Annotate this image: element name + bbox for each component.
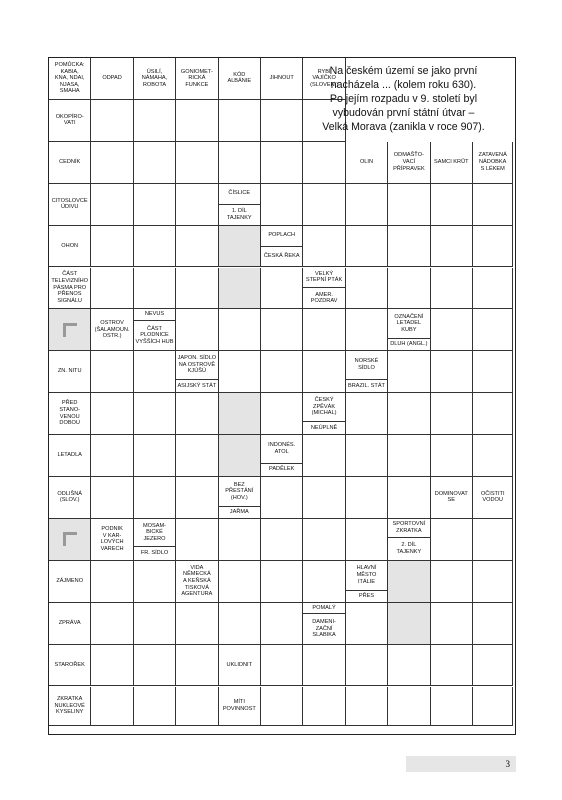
answer-cell <box>473 603 513 645</box>
answer-cell <box>134 226 176 268</box>
clue-cell: PADĚLEK <box>261 464 303 477</box>
answer-cell <box>219 142 261 184</box>
answer-cell <box>91 645 133 687</box>
answer-cell <box>303 142 345 184</box>
clue-cell: SAMCI KRŮT <box>431 142 473 184</box>
answer-cell <box>134 561 176 603</box>
photo-placeholder <box>49 309 91 351</box>
answer-cell <box>388 477 430 519</box>
answer-cell <box>346 687 388 727</box>
page-number: 3 <box>505 759 510 769</box>
clue-cell: VELKÝ STEPNÍ PTÁK <box>303 268 345 289</box>
answer-cell <box>219 603 261 645</box>
answer-cell <box>261 268 303 310</box>
answer-cell <box>431 226 473 268</box>
answer-cell <box>91 435 133 477</box>
intro-line: Na českém území se jako první <box>329 64 478 77</box>
answer-cell <box>473 561 513 603</box>
answer-cell <box>134 603 176 645</box>
clue-cell: RYBÍ VAJÍČKO (SLOVEN.) <box>303 58 345 100</box>
answer-cell <box>219 226 261 268</box>
clue-cell: LETADLA <box>49 435 91 477</box>
answer-cell <box>346 477 388 519</box>
answer-cell <box>431 268 473 310</box>
answer-cell <box>176 435 218 477</box>
answer-cell <box>176 226 218 268</box>
clue-cell: NEVUS <box>134 309 176 321</box>
answer-cell <box>388 226 430 268</box>
answer-cell <box>176 309 218 351</box>
answer-cell <box>431 687 473 727</box>
answer-cell <box>431 393 473 435</box>
clue-cell: OLIN <box>346 142 388 184</box>
answer-cell <box>91 351 133 393</box>
clue-cell: OZNAČENÍ LETADEL KUBY <box>388 309 430 338</box>
answer-cell <box>473 184 513 226</box>
answer-cell <box>219 561 261 603</box>
answer-cell <box>346 435 388 477</box>
answer-cell <box>261 561 303 603</box>
answer-cell <box>431 435 473 477</box>
answer-cell <box>388 351 430 393</box>
answer-cell <box>388 268 430 310</box>
answer-cell <box>473 309 513 351</box>
answer-cell <box>134 435 176 477</box>
clue-cell: ÚSILÍ, NÁMAHA, ROBOTA <box>134 58 176 100</box>
answer-cell <box>219 309 261 351</box>
clue-cell: ZÁJMENO <box>49 561 91 603</box>
answer-cell <box>134 393 176 435</box>
answer-cell <box>303 561 345 603</box>
clue-cell: ZATAVENÁ NÁDOBKA S LÉKEM <box>473 142 513 184</box>
clue-cell: MOSAM- BICKÉ JEZERO <box>134 519 176 547</box>
clue-cell: OSTROV (ŠALAMOUN. OSTR.) <box>91 309 133 351</box>
answer-cell <box>91 268 133 310</box>
answer-cell <box>219 100 261 142</box>
clue-cell: ČÍSLICE <box>219 184 261 205</box>
answer-cell <box>303 226 345 268</box>
answer-cell <box>176 184 218 226</box>
answer-cell <box>431 519 473 561</box>
answer-cell <box>303 477 345 519</box>
crossword-grid <box>48 57 516 735</box>
answer-cell <box>91 393 133 435</box>
image-marker-icon <box>63 323 77 337</box>
answer-cell <box>388 645 430 687</box>
answer-cell <box>346 184 388 226</box>
answer-cell <box>346 268 388 310</box>
clue-cell: POMALÝ <box>303 603 345 615</box>
clue-cell: ZPRÁVA <box>49 603 91 645</box>
answer-cell <box>261 351 303 393</box>
clue-cell: OHON <box>49 226 91 268</box>
answer-cell <box>91 561 133 603</box>
clue-cell: ČÁST PLODNICE VYŠŠÍCH HUB <box>134 321 176 351</box>
clue-cell: VIDA NĚMECKÁ A KEŇSKÁ TISKOVÁ AGENTURA <box>176 561 218 603</box>
photo-placeholder <box>49 519 91 561</box>
clue-cell: SPORTOVNÍ ZKRATKA <box>388 519 430 538</box>
answer-cell <box>431 184 473 226</box>
answer-cell <box>261 603 303 645</box>
answer-cell <box>91 687 133 727</box>
clue-cell: ČESKÁ ŘEKA <box>261 247 303 268</box>
answer-cell <box>303 645 345 687</box>
clue-cell: JAPON. SÍDLO NA OSTROVĚ KJÚŠÚ <box>176 351 218 379</box>
clue-cell: KÓD ALBÁNIE <box>219 58 261 100</box>
answer-cell <box>176 477 218 519</box>
clue-cell: BEZ PŘESTÁNÍ (HOV.) <box>219 477 261 507</box>
answer-cell <box>388 561 430 603</box>
answer-cell <box>346 603 388 645</box>
answer-cell <box>91 226 133 268</box>
clue-cell: POPLACH <box>261 226 303 247</box>
answer-cell <box>261 645 303 687</box>
clue-cell: PŘED STANO- VENOU DOBOU <box>49 393 91 435</box>
answer-cell <box>134 645 176 687</box>
image-marker-icon <box>63 532 77 546</box>
clue-cell: 2. DÍL TAJENKY <box>388 538 430 561</box>
answer-cell <box>176 100 218 142</box>
intro-line: nacházela ... (kolem roku 630). <box>330 78 477 91</box>
answer-cell <box>134 687 176 727</box>
clue-cell: ZKRATKA NUKLEOVÉ KYSELINY <box>49 687 91 727</box>
answer-cell <box>261 477 303 519</box>
intro-text <box>293 60 514 138</box>
clue-cell: PODNIK V KAR- LOVÝCH VARECH <box>91 519 133 561</box>
clue-cell: GONIOMET- RICKÁ FUNKCE <box>176 58 218 100</box>
answer-cell <box>473 687 513 727</box>
answer-cell <box>346 519 388 561</box>
answer-cell <box>134 351 176 393</box>
answer-cell <box>431 603 473 645</box>
clue-cell: ČÁST TELEVIZNÍHO PÁSMA PRO PŘENOS SIGNÁLU <box>49 268 91 310</box>
answer-cell <box>303 687 345 727</box>
clue-cell: CITOSLOVCE ÚDIVU <box>49 184 91 226</box>
clue-cell: JIHNOUT <box>261 58 303 100</box>
clue-cell: CEDNÍK <box>49 142 91 184</box>
clue-cell: BRAZIL. STÁT <box>346 380 388 393</box>
answer-cell <box>91 477 133 519</box>
answer-cell <box>261 393 303 435</box>
clue-cell: MÍTI POVINNOST <box>219 687 261 727</box>
intro-line: Velká Morava (zanikla v roce 907). <box>322 121 485 134</box>
answer-cell <box>176 142 218 184</box>
answer-cell <box>219 519 261 561</box>
answer-cell <box>388 435 430 477</box>
clue-cell: NEÚPLNĚ <box>303 422 345 435</box>
answer-cell <box>91 100 133 142</box>
clue-cell: NORSKÉ SÍDLO <box>346 351 388 379</box>
answer-cell <box>473 519 513 561</box>
answer-cell <box>261 184 303 226</box>
clue-cell: HLAVNÍ MĚSTO ITÁLIE <box>346 561 388 591</box>
answer-cell <box>176 393 218 435</box>
answer-cell <box>261 519 303 561</box>
intro-line: Po jejím rozpadu v 9. století byl <box>329 92 478 105</box>
clue-cell: ODMAŠŤO- VACÍ PŘÍPRAVEK <box>388 142 430 184</box>
answer-cell <box>303 309 345 351</box>
answer-cell <box>431 309 473 351</box>
answer-cell <box>388 184 430 226</box>
clue-cell: ASIJSKÝ STÁT <box>176 380 218 393</box>
clue-cell: AMER. POZDRAV <box>303 288 345 309</box>
answer-cell <box>134 100 176 142</box>
answer-cell <box>219 393 261 435</box>
clue-cell: STAROŘEK <box>49 645 91 687</box>
answer-cell <box>91 603 133 645</box>
page-number-box <box>406 756 516 772</box>
answer-cell <box>91 184 133 226</box>
answer-cell <box>176 645 218 687</box>
answer-cell <box>388 393 430 435</box>
clue-cell: ZN. NITU <box>49 351 91 393</box>
clue-cell: DAMENI- ZAČNÍ SLABIKA <box>303 614 345 644</box>
answer-cell <box>346 393 388 435</box>
clue-cell: ODLIŠNÁ (SLOV.) <box>49 477 91 519</box>
answer-cell <box>219 351 261 393</box>
answer-cell <box>473 268 513 310</box>
clue-cell: UKLIDNIT <box>219 645 261 687</box>
answer-cell <box>473 226 513 268</box>
answer-cell <box>303 519 345 561</box>
clue-cell: ČESKÝ ZPĚVÁK (MICHAL) <box>303 393 345 421</box>
answer-cell <box>303 184 345 226</box>
clue-cell: DLUH (ANGL.) <box>388 339 430 352</box>
answer-cell <box>134 142 176 184</box>
answer-cell <box>176 268 218 310</box>
clue-cell: POMŮCKA: KABIA, KNA, NDAI, NJASA, SMAHA <box>49 58 91 100</box>
answer-cell <box>431 351 473 393</box>
clue-cell: PŘES <box>346 591 388 603</box>
clue-cell: OKOPÍRO- VATI <box>49 100 91 142</box>
answer-cell <box>431 645 473 687</box>
clue-cell: 1. DÍL TAJENKY <box>219 205 261 226</box>
clue-cell: INDONÉS. ATOL <box>261 435 303 463</box>
answer-cell <box>388 687 430 727</box>
answer-cell <box>473 435 513 477</box>
answer-cell <box>219 435 261 477</box>
clue-cell: JAŘMA <box>219 507 261 519</box>
answer-cell <box>219 268 261 310</box>
clue-cell: OČISTITI VODOU <box>473 477 513 519</box>
clue-cell: FR. SÍDLO <box>134 547 176 560</box>
clue-cell: DOMINOVAT SE <box>431 477 473 519</box>
answer-cell <box>176 603 218 645</box>
answer-cell <box>134 184 176 226</box>
answer-cell <box>303 351 345 393</box>
clue-cell: ODPAD <box>91 58 133 100</box>
answer-cell <box>388 603 430 645</box>
answer-cell <box>346 226 388 268</box>
answer-cell <box>473 645 513 687</box>
answer-cell <box>176 519 218 561</box>
answer-cell <box>91 142 133 184</box>
answer-cell <box>261 142 303 184</box>
answer-cell <box>176 687 218 727</box>
intro-line: vybudován první státní útvar – <box>332 107 475 120</box>
answer-cell <box>346 645 388 687</box>
answer-cell <box>431 561 473 603</box>
answer-cell <box>261 309 303 351</box>
answer-cell <box>346 309 388 351</box>
answer-cell <box>473 393 513 435</box>
answer-cell <box>134 477 176 519</box>
answer-cell <box>134 268 176 310</box>
answer-cell <box>303 435 345 477</box>
answer-cell <box>473 351 513 393</box>
answer-cell <box>261 687 303 727</box>
